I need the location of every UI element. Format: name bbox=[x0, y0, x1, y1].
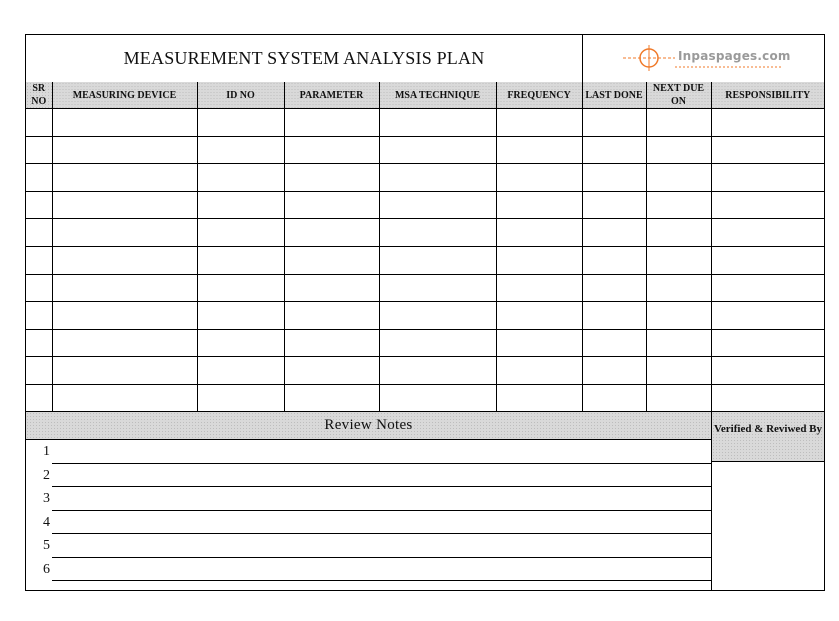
table-cell[interactable] bbox=[496, 384, 582, 412]
table-cell[interactable] bbox=[26, 219, 52, 247]
table-cell[interactable] bbox=[379, 384, 496, 412]
table-cell[interactable] bbox=[284, 302, 379, 330]
note-rule bbox=[52, 580, 711, 581]
table-cell[interactable] bbox=[52, 164, 197, 192]
table-cell[interactable] bbox=[582, 109, 646, 137]
table-cell[interactable] bbox=[52, 136, 197, 164]
table-cell[interactable] bbox=[711, 357, 824, 385]
col-header-sr-no: SR NO bbox=[26, 82, 52, 109]
table-cell[interactable] bbox=[197, 329, 284, 357]
table-cell[interactable] bbox=[284, 246, 379, 274]
review-section bbox=[26, 411, 824, 591]
table-cell[interactable] bbox=[496, 274, 582, 302]
table-row bbox=[26, 109, 824, 137]
col-header-measuring-device: MEASURING DEVICE bbox=[52, 82, 197, 109]
col-header-parameter: PARAMETER bbox=[284, 82, 379, 109]
table-cell[interactable] bbox=[496, 302, 582, 330]
table-cell[interactable] bbox=[197, 109, 284, 137]
table-cell[interactable] bbox=[646, 302, 711, 330]
table-cell[interactable] bbox=[284, 384, 379, 412]
note-number: 4 bbox=[43, 514, 50, 530]
table-cell[interactable] bbox=[197, 136, 284, 164]
table-cell[interactable] bbox=[582, 219, 646, 247]
col-header-last-done: LAST DONE bbox=[582, 82, 646, 109]
table-cell[interactable] bbox=[496, 164, 582, 192]
document-title: MEASUREMENT SYSTEM ANALYSIS PLAN bbox=[26, 35, 583, 82]
table-cell[interactable] bbox=[646, 219, 711, 247]
table-cell[interactable] bbox=[582, 164, 646, 192]
table-cell[interactable] bbox=[711, 164, 824, 192]
table-row bbox=[26, 302, 824, 330]
table-cell[interactable] bbox=[197, 191, 284, 219]
col-header-next-due-on: NEXT DUE ON bbox=[646, 82, 711, 109]
table-cell[interactable] bbox=[26, 164, 52, 192]
table-cell[interactable] bbox=[711, 191, 824, 219]
table-row bbox=[26, 246, 824, 274]
table-cell[interactable] bbox=[26, 246, 52, 274]
note-number: 5 bbox=[43, 538, 50, 553]
table-cell[interactable] bbox=[496, 191, 582, 219]
table-cell[interactable] bbox=[52, 357, 197, 385]
table-cell[interactable] bbox=[711, 246, 824, 274]
msa-plan-sheet bbox=[25, 34, 825, 591]
table-cell[interactable] bbox=[284, 274, 379, 302]
verified-signature-box[interactable] bbox=[712, 462, 824, 591]
table-cell[interactable] bbox=[582, 302, 646, 330]
note-line[interactable] bbox=[26, 534, 711, 558]
table-row bbox=[26, 384, 824, 412]
col-header-msa-technique: MSA TECHNIQUE bbox=[379, 82, 496, 109]
table-row bbox=[26, 191, 824, 219]
logo-text: Inpaspages.com bbox=[678, 49, 791, 63]
table-cell[interactable] bbox=[711, 219, 824, 247]
table-cell[interactable] bbox=[26, 191, 52, 219]
table-cell[interactable] bbox=[197, 274, 284, 302]
table-cell[interactable] bbox=[26, 384, 52, 412]
table-cell[interactable] bbox=[379, 219, 496, 247]
table-cell[interactable] bbox=[646, 329, 711, 357]
table-cell[interactable] bbox=[379, 246, 496, 274]
table-row bbox=[26, 357, 824, 385]
table-cell[interactable] bbox=[582, 246, 646, 274]
table-row bbox=[26, 164, 824, 192]
table-cell[interactable] bbox=[496, 357, 582, 385]
table-cell[interactable] bbox=[284, 357, 379, 385]
note-number: 2 bbox=[43, 467, 50, 483]
table-cell[interactable] bbox=[379, 109, 496, 137]
table-cell[interactable] bbox=[26, 109, 52, 137]
table-cell[interactable] bbox=[711, 136, 824, 164]
table-cell[interactable] bbox=[52, 329, 197, 357]
note-line[interactable] bbox=[26, 440, 711, 464]
table-cell[interactable] bbox=[197, 219, 284, 247]
table-cell[interactable] bbox=[52, 219, 197, 247]
table-cell[interactable] bbox=[711, 109, 824, 137]
verified-reviewed-by-label: Verified & Reviwed By bbox=[712, 412, 824, 462]
table-cell[interactable] bbox=[379, 164, 496, 192]
review-notes-heading: Review Notes bbox=[26, 412, 712, 440]
review-divider bbox=[711, 412, 712, 591]
table-cell[interactable] bbox=[646, 274, 711, 302]
table-row bbox=[26, 274, 824, 302]
review-notes-list bbox=[26, 440, 711, 581]
table-cell[interactable] bbox=[646, 246, 711, 274]
table-cell[interactable] bbox=[197, 164, 284, 192]
table-row bbox=[26, 219, 824, 247]
table-cell[interactable] bbox=[197, 384, 284, 412]
header-row bbox=[26, 82, 824, 109]
table-cell[interactable] bbox=[496, 329, 582, 357]
msa-table bbox=[26, 82, 824, 413]
table-cell[interactable] bbox=[582, 357, 646, 385]
note-line[interactable] bbox=[26, 487, 711, 511]
table-cell[interactable] bbox=[496, 136, 582, 164]
table-cell[interactable] bbox=[284, 109, 379, 137]
table-cell[interactable] bbox=[284, 329, 379, 357]
table-cell[interactable] bbox=[26, 136, 52, 164]
note-number: 6 bbox=[43, 561, 50, 577]
table-cell[interactable] bbox=[379, 302, 496, 330]
table-cell[interactable] bbox=[582, 384, 646, 412]
table-cell[interactable] bbox=[496, 219, 582, 247]
table-cell[interactable] bbox=[646, 164, 711, 192]
col-header-id-no: ID NO bbox=[197, 82, 284, 109]
table-cell[interactable] bbox=[284, 191, 379, 219]
table-cell[interactable] bbox=[646, 384, 711, 412]
table-cell[interactable] bbox=[197, 357, 284, 385]
table-cell[interactable] bbox=[26, 357, 52, 385]
table-cell[interactable] bbox=[26, 329, 52, 357]
table-cell[interactable] bbox=[379, 329, 496, 357]
table-cell[interactable] bbox=[52, 384, 197, 412]
table-row bbox=[26, 329, 824, 357]
table-cell[interactable] bbox=[197, 246, 284, 274]
logo bbox=[583, 35, 824, 82]
table-cell[interactable] bbox=[646, 109, 711, 137]
table-cell[interactable] bbox=[582, 136, 646, 164]
table-cell[interactable] bbox=[52, 191, 197, 219]
note-number: 1 bbox=[43, 444, 50, 459]
table-cell[interactable] bbox=[379, 191, 496, 219]
table-cell[interactable] bbox=[284, 219, 379, 247]
table-cell[interactable] bbox=[582, 191, 646, 219]
col-header-frequency: FREQUENCY bbox=[496, 82, 582, 109]
table-cell[interactable] bbox=[52, 246, 197, 274]
table-cell[interactable] bbox=[646, 136, 711, 164]
note-number: 3 bbox=[43, 491, 50, 506]
table-cell[interactable] bbox=[284, 136, 379, 164]
table-cell[interactable] bbox=[711, 302, 824, 330]
table-cell[interactable] bbox=[52, 274, 197, 302]
table-cell[interactable] bbox=[646, 357, 711, 385]
table-cell[interactable] bbox=[379, 274, 496, 302]
table-cell[interactable] bbox=[711, 274, 824, 302]
table-cell[interactable] bbox=[197, 302, 284, 330]
table-cell[interactable] bbox=[52, 109, 197, 137]
table-row bbox=[26, 136, 824, 164]
note-line[interactable] bbox=[26, 511, 711, 535]
table-cell[interactable] bbox=[379, 136, 496, 164]
title-row bbox=[26, 35, 824, 83]
table-cell[interactable] bbox=[711, 384, 824, 412]
note-line[interactable] bbox=[26, 464, 711, 488]
col-header-responsibility: RESPONSIBILITY bbox=[711, 82, 824, 109]
table-cell[interactable] bbox=[582, 274, 646, 302]
table-cell[interactable] bbox=[52, 302, 197, 330]
table-cell[interactable] bbox=[26, 274, 52, 302]
table-cell[interactable] bbox=[496, 109, 582, 137]
table-cell[interactable] bbox=[646, 191, 711, 219]
table-cell[interactable] bbox=[26, 302, 52, 330]
table-cell[interactable] bbox=[582, 329, 646, 357]
note-line[interactable] bbox=[26, 558, 711, 582]
table-cell[interactable] bbox=[284, 164, 379, 192]
table-cell[interactable] bbox=[379, 357, 496, 385]
table-cell[interactable] bbox=[496, 246, 582, 274]
table-cell[interactable] bbox=[711, 329, 824, 357]
